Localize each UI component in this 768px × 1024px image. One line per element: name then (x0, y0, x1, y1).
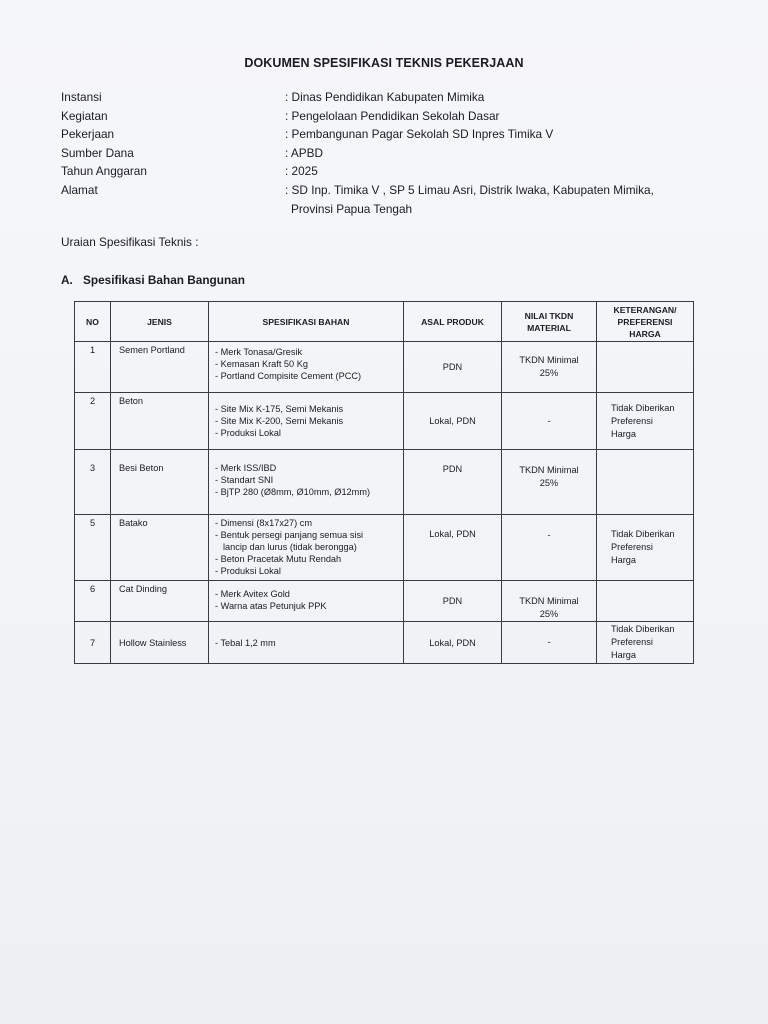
header-tkdn (502, 302, 597, 342)
ket-line: Harga (611, 428, 637, 439)
info-row-pekerjaan (61, 125, 654, 144)
cell-keterangan (597, 581, 694, 622)
info-label: Kegiatan (61, 108, 108, 123)
section-heading (61, 273, 245, 287)
table-row (75, 450, 694, 515)
info-row-kegiatan (61, 107, 654, 126)
tkdn-line: TKDN Minimal (519, 596, 579, 606)
tkdn-line: - (547, 530, 551, 540)
cell-jenis: Batako (111, 515, 209, 581)
ket-line: Preferensi (611, 415, 653, 426)
info-value-continuation: Provinsi Papua Tengah (291, 201, 413, 216)
cell-no: 7 (75, 622, 111, 664)
ket-line: Preferensi (611, 637, 653, 647)
header-ket-line: KETERANGAN/ (613, 304, 677, 315)
cell-spec (209, 393, 404, 450)
cell-jenis: Besi Beton (111, 450, 209, 515)
spec-line: - Beton Pracetak Mutu Rendah (215, 554, 342, 564)
spec-line: - Merk ISS/IBD (215, 463, 277, 473)
ket-line: Tidak Diberikan (611, 402, 675, 413)
info-value: : Pengelolaan Pendidikan Sekolah Dasar (285, 108, 500, 123)
spec-line: - BjTP 280 (Ø8mm, Ø10mm, Ø12mm) (215, 487, 371, 497)
info-label: Pekerjaan (61, 127, 115, 142)
cell-keterangan (597, 515, 694, 581)
cell-keterangan (597, 450, 694, 515)
spec-line: - Site Mix K-175, Semi Mekanis (215, 404, 344, 414)
cell-asal: Lokal, PDN (404, 393, 502, 450)
cell-spec (209, 450, 404, 515)
cell-jenis: Hollow Stainless (111, 622, 209, 664)
info-block (61, 88, 654, 218)
info-row-sumber-dana (61, 144, 654, 163)
ket-line: Tidak Diberikan (611, 529, 675, 539)
cell-no: 2 (75, 393, 111, 450)
cell-keterangan (597, 622, 694, 664)
header-ket-line: HARGA (629, 328, 661, 339)
info-label: Sumber Dana (61, 145, 134, 160)
ket-line: Preferensi (611, 542, 653, 552)
table-row (75, 515, 694, 581)
ket-line: Harga (611, 650, 637, 660)
info-row-instansi (61, 88, 654, 107)
cell-spec (209, 581, 404, 622)
info-label: Tahun Anggaran (61, 164, 147, 179)
info-row-alamat (61, 181, 654, 200)
header-ket-line: PREFERENSI (617, 316, 673, 327)
spec-table (74, 301, 694, 664)
tkdn-line: TKDN Minimal (519, 355, 579, 365)
cell-tkdn (502, 450, 597, 515)
spec-line: - Merk Avitex Gold (215, 589, 290, 599)
spec-line: - Standart SNI (215, 475, 274, 485)
spec-line: - Bentuk persegi panjang semua sisi (215, 530, 364, 540)
document-title: DOKUMEN SPESIFIKASI TEKNIS PEKERJAAN (244, 56, 524, 70)
cell-tkdn (502, 393, 597, 450)
spec-line: - Tebal 1,2 mm (215, 637, 276, 648)
spec-line: - Portland Compisite Cement (PCC) (215, 371, 362, 381)
section-title: Spesifikasi Bahan Bangunan (83, 273, 245, 287)
header-tkdn-line: NILAI TKDN (524, 310, 574, 321)
spec-line: - Site Mix K-200, Semi Mekanis (215, 416, 344, 426)
header-tkdn-line: MATERIAL (527, 322, 571, 333)
header-keterangan (597, 302, 694, 342)
cell-tkdn (502, 342, 597, 393)
spec-line: - Produksi Lokal (215, 428, 281, 438)
header-no: NO (75, 302, 111, 342)
uraian-heading: Uraian Spesifikasi Teknis : (61, 235, 199, 249)
cell-asal: PDN (404, 450, 502, 515)
cell-tkdn (502, 581, 597, 622)
header-jenis: JENIS (111, 302, 209, 342)
tkdn-line: - (547, 415, 551, 426)
info-label: Alamat (61, 182, 98, 197)
cell-jenis: Semen Portland (111, 342, 209, 393)
tkdn-line: 25% (539, 368, 559, 378)
cell-spec (209, 622, 404, 664)
info-row-tahun-anggaran (61, 162, 654, 181)
info-value: : Dinas Pendidikan Kabupaten Mimika (285, 90, 485, 104)
header-spesifikasi: SPESIFIKASI BAHAN (209, 302, 404, 342)
cell-jenis: Cat Dinding (111, 581, 209, 622)
table-row (75, 393, 694, 450)
cell-asal: Lokal, PDN (404, 515, 502, 581)
cell-tkdn (502, 622, 597, 664)
info-label: Instansi (61, 90, 102, 104)
ket-line: Harga (611, 555, 637, 565)
info-value: : APBD (285, 145, 324, 160)
cell-asal: PDN (404, 581, 502, 622)
tkdn-line: 25% (539, 478, 559, 488)
table-header-row (75, 302, 694, 342)
cell-no: 1 (75, 342, 111, 393)
spec-line: - Dimensi (8x17x27) cm (215, 518, 313, 528)
info-value: : SD Inp. Timika V , SP 5 Limau Asri, Distrik Iwaka, Kabupaten Mimika, (285, 182, 654, 197)
tkdn-line: TKDN Minimal (519, 465, 579, 475)
cell-tkdn (502, 515, 597, 581)
cell-no: 3 (75, 450, 111, 515)
table-row (75, 622, 694, 664)
spec-line: lancip dan lurus (tidak berongga) (223, 542, 357, 552)
header-asal: ASAL PRODUK (404, 302, 502, 342)
cell-jenis: Beton (111, 393, 209, 450)
info-value: : Pembangunan Pagar Sekolah SD Inpres Timika V (285, 127, 554, 142)
cell-no: 5 (75, 515, 111, 581)
cell-spec (209, 515, 404, 581)
spec-line: - Warna atas Petunjuk PPK (215, 601, 327, 611)
section-letter: A. (61, 273, 73, 287)
cell-asal: Lokal, PDN (404, 622, 502, 664)
cell-spec (209, 342, 404, 393)
cell-no: 6 (75, 581, 111, 622)
spec-line: - Merk Tonasa/Gresik (215, 347, 303, 357)
spec-line: - Kemasan Kraft 50 Kg (215, 359, 308, 369)
ket-line: Tidak Diberikan (611, 624, 675, 634)
cell-keterangan (597, 342, 694, 393)
spec-line: - Produksi Lokal (215, 566, 281, 576)
info-value: : 2025 (285, 164, 318, 179)
tkdn-line: 25% (539, 609, 559, 619)
cell-asal: PDN (404, 342, 502, 393)
table-row (75, 342, 694, 393)
tkdn-line: - (547, 637, 551, 647)
table-row (75, 581, 694, 622)
cell-keterangan (597, 393, 694, 450)
